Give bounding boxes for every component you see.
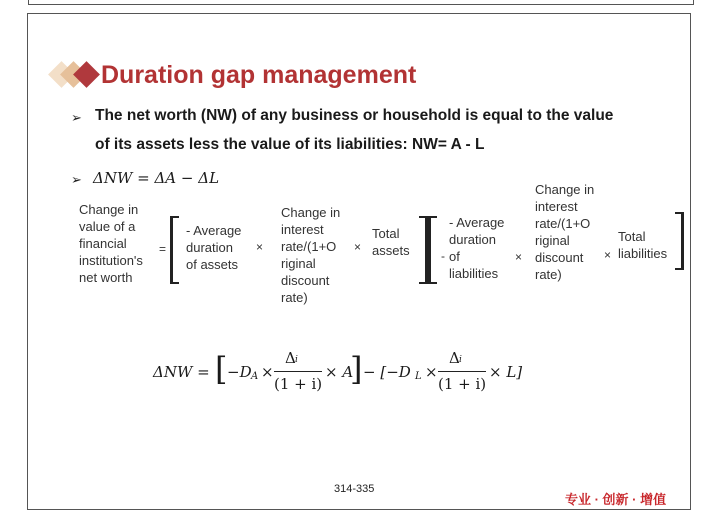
liab-duration-label: - Average duration of liabilities [449, 215, 505, 281]
right-bracket [675, 212, 684, 270]
duration-gap-formula [153, 349, 553, 399]
total-liabilities-label: Total liabilities [618, 229, 668, 261]
formula-num-sub: i [459, 355, 462, 365]
asset-rate-label: Change in interest rate/(1+O riginal discount rate) [281, 205, 341, 305]
formula-num-delta: Δ [285, 349, 296, 367]
times-sign: × [515, 250, 523, 264]
times-sign: × [604, 248, 612, 262]
fraction-line [274, 371, 322, 372]
formula-den: (1 + i) [438, 375, 487, 393]
formula-den: (1 + i) [274, 375, 323, 393]
formula-sub-a: A [251, 371, 259, 382]
formula-times-l: × L] [489, 363, 523, 381]
formula-open-bracket: [ [215, 350, 228, 388]
formula-lhs: ΔNW = [153, 363, 210, 381]
previous-slide-edge [28, 0, 694, 5]
formula-num-delta: Δ [449, 349, 460, 367]
formula-minus: − [−D [363, 363, 411, 381]
nw-change-label: Change in value of a financial institution's net worth [79, 202, 143, 285]
nw-equation: ΔNW = ΔA − ΔL [93, 169, 220, 187]
right-bracket [419, 216, 428, 284]
formula-times: × [261, 363, 274, 381]
arrow-bullet-icon: ➢ [71, 172, 82, 187]
formula-term1: −D [227, 363, 252, 381]
times-sign: × [256, 240, 264, 254]
minus-sign: - [441, 249, 445, 263]
footer-brand: 专业 · 创新 · 增值 [565, 492, 667, 507]
formula-sub-l: L [415, 371, 422, 382]
slide-title: Duration gap management [101, 61, 417, 89]
left-bracket [170, 216, 179, 284]
arrow-bullet-icon: ➢ [71, 110, 82, 125]
fraction-line [438, 371, 486, 372]
bullet1-line1: The net worth (NW) of any business or household is equal to the value [95, 107, 614, 124]
left-bracket [428, 216, 437, 284]
page-number: 314-335 [334, 483, 375, 495]
asset-duration-label: - Average duration of assets [186, 223, 242, 272]
formula-times-a: × A [325, 363, 354, 381]
total-assets-label: Total assets [372, 226, 410, 258]
times-sign: × [354, 240, 362, 254]
slide [27, 13, 691, 510]
liab-rate-label: Change in interest rate/(1+O riginal discount rate) [535, 182, 595, 282]
equals-sign: = [159, 242, 167, 256]
formula-close-bracket: ] [350, 350, 363, 388]
formula-num-sub: i [295, 355, 298, 365]
formula-times: × [425, 363, 438, 381]
bullet1-line2: of its assets less the value of its liabilities: NW= A - L [95, 136, 485, 153]
